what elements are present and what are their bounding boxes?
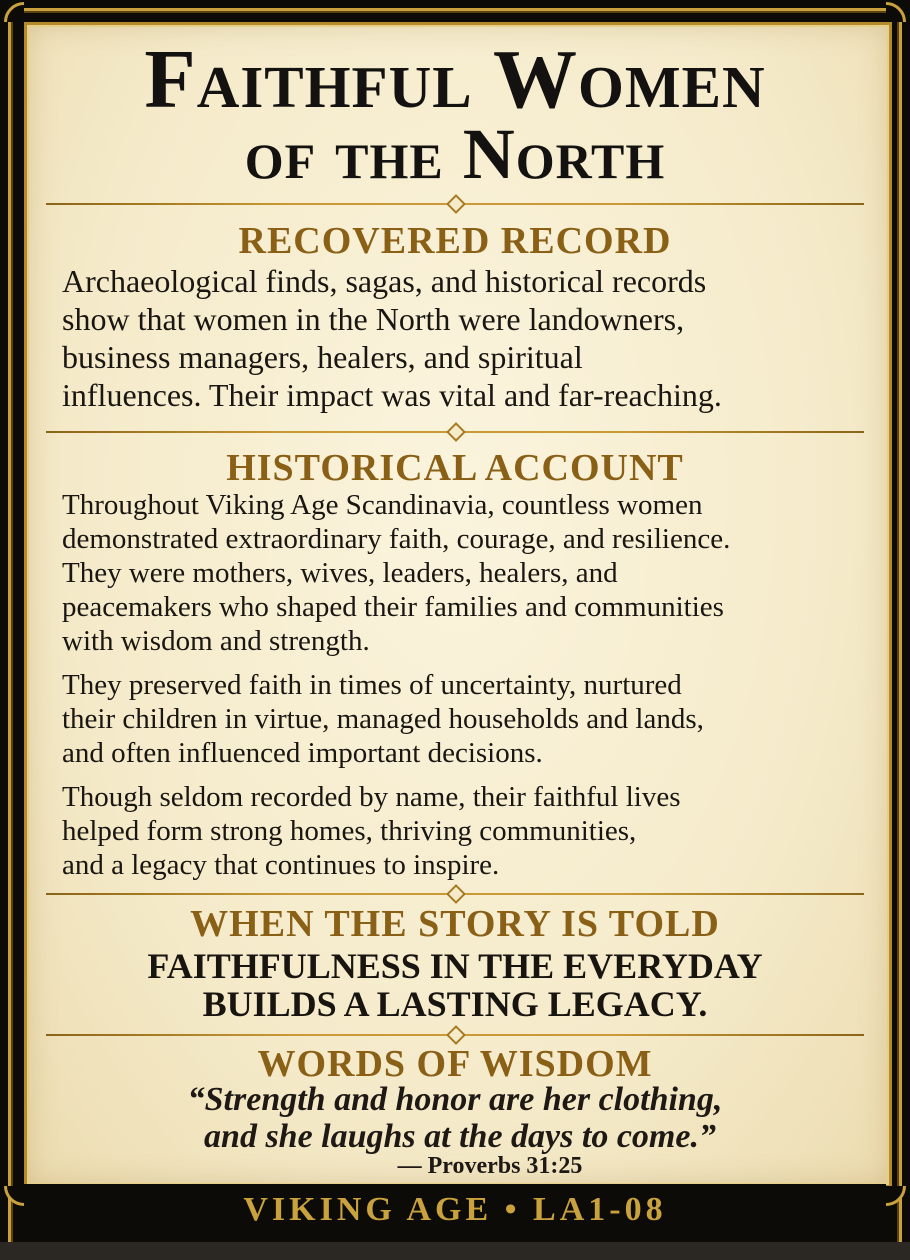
- quote-source: — Proverbs 31:25: [397, 1153, 583, 1179]
- text-line: and often influenced important decisions.: [62, 737, 543, 769]
- text-line: their children in virtue, managed households and lands,: [62, 703, 704, 735]
- divider-4: [46, 1030, 864, 1040]
- divider-2: [46, 427, 864, 437]
- motto-line-1: FAITHFULNESS IN THE EVERYDAY: [147, 946, 763, 986]
- divider-3: [46, 889, 864, 899]
- bottom-strip: [0, 1242, 910, 1260]
- title-line-1: Faithful Women: [144, 33, 766, 126]
- footer-label: VIKING AGE • LA1-08: [243, 1191, 667, 1228]
- text-line: and a legacy that continues to inspire.: [62, 849, 500, 881]
- text-line: peacemakers who shaped their families and communities: [62, 591, 724, 623]
- divider-1: [46, 199, 864, 209]
- historical-account-heading: HISTORICAL ACCOUNT: [226, 447, 684, 489]
- text-line: They were mothers, wives, leaders, healers, and: [62, 557, 618, 589]
- text-line: They preserved faith in times of uncertainty, nurtured: [62, 669, 682, 701]
- text-line: influences. Their impact was vital and far-reaching.: [62, 377, 722, 413]
- text-line: helped form strong homes, thriving communities,: [62, 815, 637, 847]
- title-line-2: of the North: [244, 114, 666, 194]
- text-line: show that women in the North were landowners,: [62, 301, 685, 337]
- quote-line-1: “Strength and honor are her clothing,: [187, 1081, 723, 1118]
- story-heading: WHEN THE STORY IS TOLD: [190, 903, 720, 945]
- text-line: demonstrated extraordinary faith, courage, and resilience.: [62, 523, 731, 555]
- text-line: Archaeological finds, sagas, and historical records: [62, 263, 707, 299]
- text-line: Throughout Viking Age Scandinavia, countless women: [62, 489, 703, 521]
- recovered-record-heading: RECOVERED RECORD: [238, 220, 672, 262]
- text-line: business managers, healers, and spiritual: [62, 339, 583, 375]
- text-line: with wisdom and strength.: [62, 625, 370, 657]
- motto-line-2: BUILDS A LASTING LEGACY.: [202, 984, 708, 1024]
- text-line: Though seldom recorded by name, their faithful lives: [62, 781, 681, 813]
- quote-line-2: and she laughs at the days to come.”: [204, 1118, 716, 1155]
- wisdom-heading: WORDS OF WISDOM: [257, 1043, 653, 1085]
